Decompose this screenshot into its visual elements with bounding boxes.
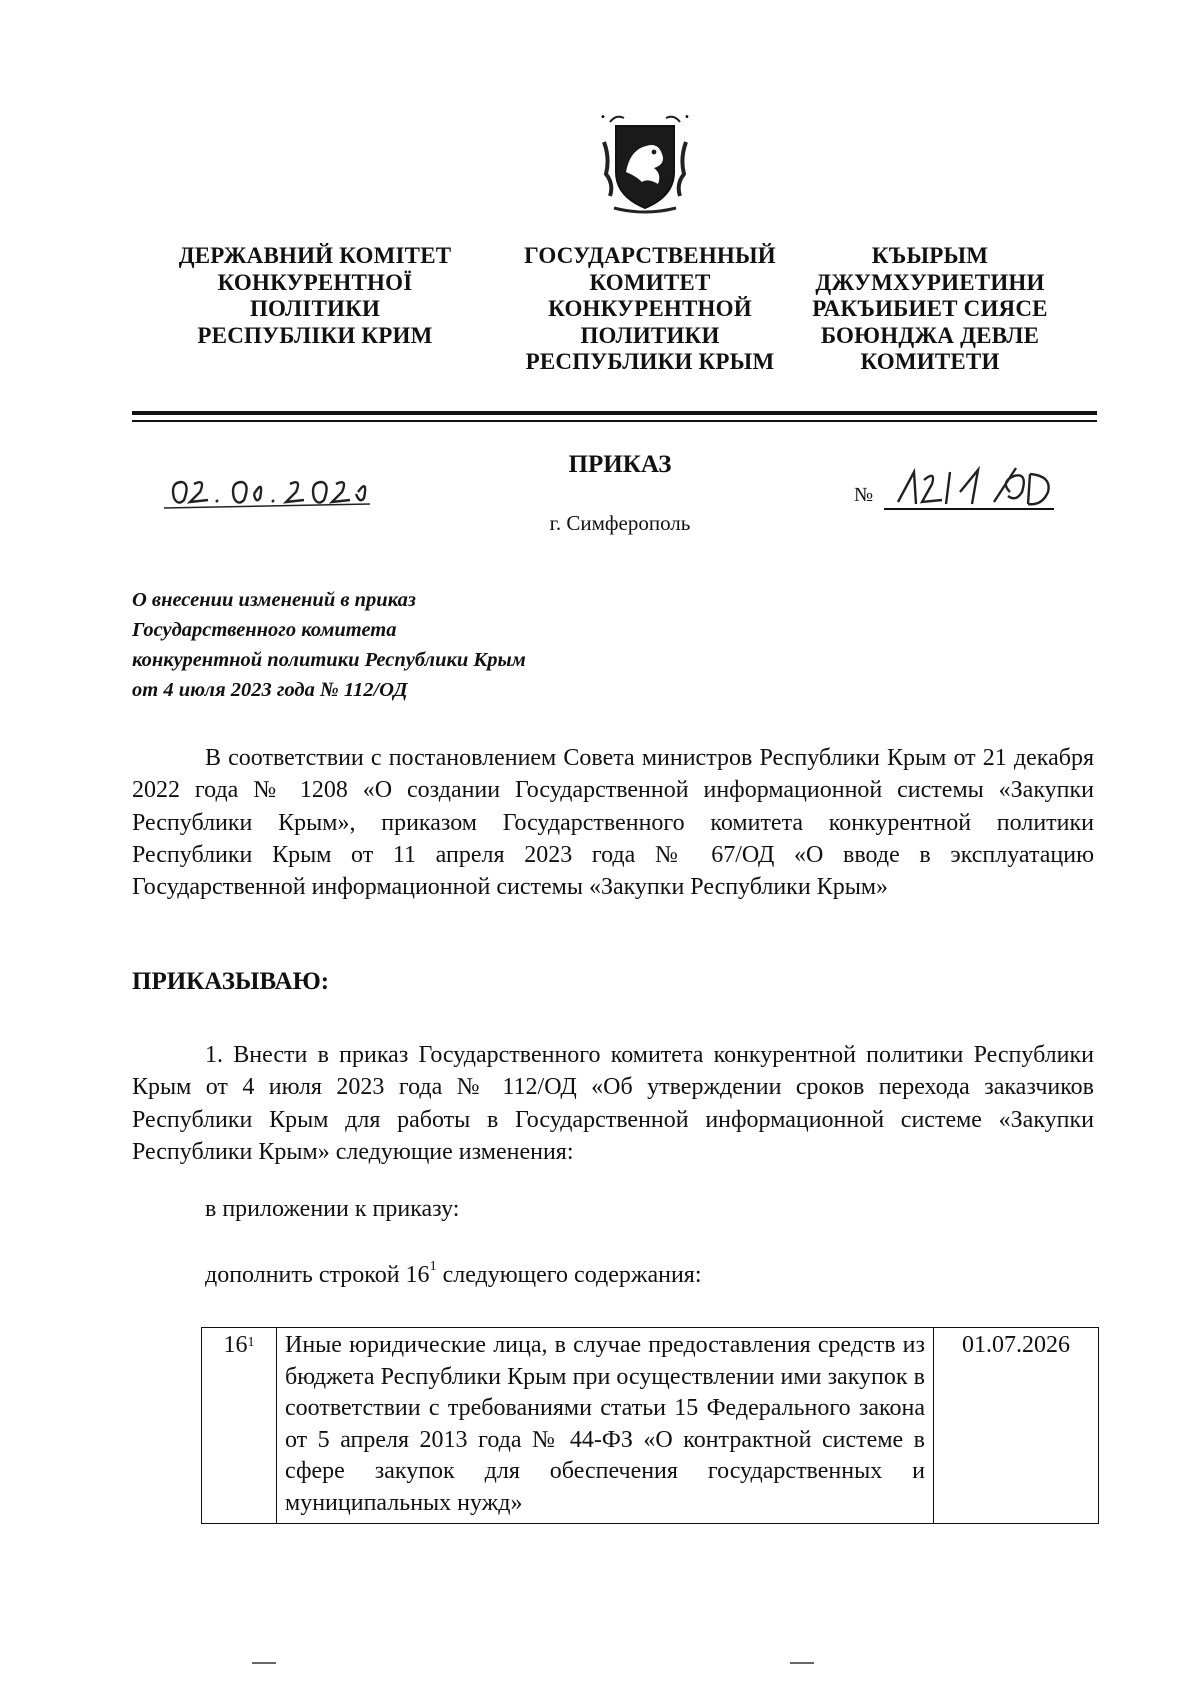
handwritten-date <box>160 468 380 520</box>
document-subject: О внесении изменений в приказ Государственного комитета конкурентной политики Республики Крым от 4 июля 2023 года № 112/ОД <box>132 589 526 701</box>
row-number-sup: 1 <box>247 1335 255 1350</box>
coat-of-arms-icon <box>596 112 694 214</box>
agency-name-russian: ГОСУДАРСТВЕННЫЙ КОМИТЕТ КОНКУРЕНТНОЙ ПОЛИТИКИ РЕСПУБЛИКИ КРЫМ <box>524 243 776 374</box>
svg-text:•: • <box>684 112 690 123</box>
footer-mark <box>790 1662 814 1664</box>
header-divider-thick <box>132 411 1097 415</box>
table-row <box>202 1328 1099 1524</box>
order-heading: ПРИКАЗЫВАЮ: <box>132 968 330 995</box>
table-cell-text: Иные юридические лица, в случае предоставления средств из бюджета Республики Крым при осуществлении ими закупок в соответствии с требованиями статьи 15 Федерального закона от 5 апреля 2013 года № 44-ФЗ «О контрактной системе в сфере закупок для обеспечения государственных и муниципальных нужд» <box>277 1328 934 1524</box>
table-cell-number <box>202 1328 277 1524</box>
add-row-sup: 1 <box>429 1259 437 1274</box>
document-city: г. Симферополь <box>549 511 691 535</box>
amendment-table <box>201 1327 1099 1524</box>
add-row-line <box>205 1259 702 1289</box>
number-underline <box>884 508 1054 510</box>
header-divider-thin <box>132 420 1097 422</box>
add-row-prefix: дополнить строкой 16 <box>205 1262 430 1288</box>
document-type: ПРИКАЗ <box>568 451 672 478</box>
preamble-paragraph: В соответствии с постановлением Совета министров Республики Крым от 21 декабря 2022 года № 1208 «О создании Государственной информационной системы «Закупки Республики Крым», приказом Государственного комитета конкурентной политики Республики Крым от 11 апреля 2023 года № 67/ОД «О вводе в эксплуатацию Государственной информационной системы «Закупки Республики Крым» <box>132 745 1094 901</box>
footer-mark <box>252 1662 276 1664</box>
svg-text:•: • <box>600 112 606 123</box>
row-number: 16 <box>223 1332 248 1358</box>
table-cell-date: 01.07.2026 <box>934 1328 1099 1524</box>
agency-name-ukrainian: ДЕРЖАВНИЙ КОМІТЕТ КОНКУРЕНТНОЇ ПОЛІТИКИ РЕСПУБЛІКИ КРИМ <box>178 243 452 348</box>
add-row-suffix: следующего содержания: <box>436 1262 702 1288</box>
agency-name-crimean-tatar: КЪЫРЫМ ДЖУМХУРИЕТИНИ РАКЪИБИЕТ СИЯСЕ БОЮНДЖА ДЕВЛЕ КОМИТЕТИ <box>812 243 1048 374</box>
handwritten-number <box>888 462 1058 514</box>
appendix-line: в приложении к приказу: <box>205 1196 460 1222</box>
number-label: № <box>854 484 874 506</box>
item-1-paragraph: 1. Внести в приказ Государственного комитета конкурентной политики Республики Крым от 4 июля 2023 года № 112/ОД «Об утверждении сроков перехода заказчиков Республики Крым для работы в Государственной информационной системе «Закупки Республики Крым» следующие изменения: <box>132 1042 1094 1165</box>
